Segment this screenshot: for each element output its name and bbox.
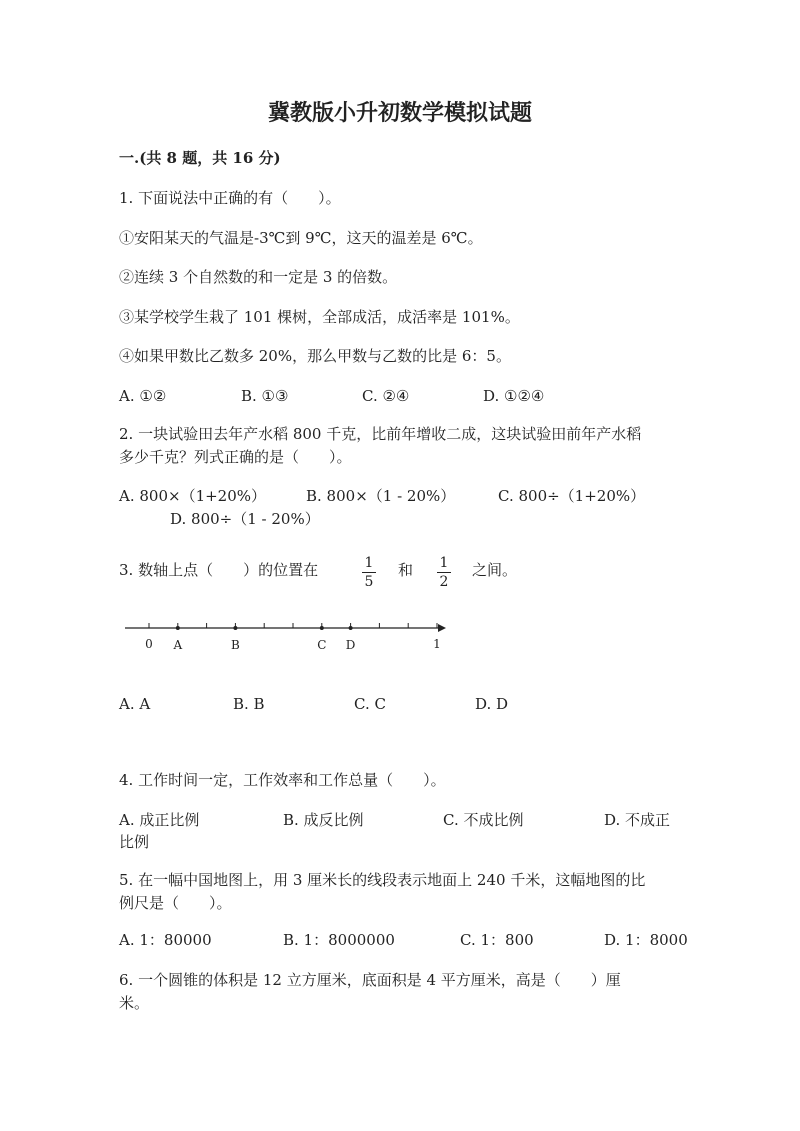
q3-stem-part-2: 之间。 [472,561,518,579]
fraction-denominator: 5 [364,574,374,590]
q1-option-c: C. ②④ [362,387,410,405]
q2-stem-line-1: 2. 一块试验田去年产水稻 800 千克，比前年增收二成，这块试验田前年产水稻 [119,425,642,443]
q1-option-d: D. ①②④ [483,387,545,405]
q1-statement-1: ①安阳某天的气温是-3℃到 9℃，这天的温差是 6℃。 [119,229,483,247]
number-line-arrow-icon [438,624,446,632]
q2-option-d: D. 800÷（1 - 20%） [170,510,320,528]
q1-stem: 1. 下面说法中正确的有（ ）。 [119,189,341,207]
q3-fraction-one-fifth [362,556,376,589]
q3-option-a: A. A [119,695,151,713]
q4-option-b: B. 成反比例 [283,811,364,829]
q4-option-a: A. 成正比例 [119,811,200,829]
q2-option-c: C. 800÷（1+20%） [498,487,646,505]
q2-option-b: B. 800×（1 - 20%） [306,487,456,505]
q2-option-a: A. 800×（1+20%） [119,487,267,505]
q3-stem-part-1: 3. 数轴上点（ ）的位置在 [119,561,319,579]
q6-stem-line-1: 6. 一个圆锥的体积是 12 立方厘米，底面积是 4 平方厘米，高是（ ）厘 [119,971,621,989]
fraction-bar [437,572,451,573]
number-line-point-label-c: C [317,638,327,652]
q1-statement-2: ②连续 3 个自然数的和一定是 3 的倍数。 [119,268,398,286]
number-line-zero-label: 0 [145,637,153,651]
exam-title: 冀教版小升初数学模拟试题 [267,100,532,126]
q4-option-c: C. 不成比例 [443,811,524,829]
fraction-numerator: 1 [439,555,449,571]
q5-option-b: B. 1：8000000 [283,931,395,949]
q4-option-d-wrap: 比例 [119,833,150,851]
number-line-point-a [176,626,180,630]
q1-statement-4: ④如果甲数比乙数多 20%，那么甲数与乙数的比是 6：5。 [119,347,511,365]
q5-option-c: C. 1：800 [460,931,534,949]
q5-option-d: D. 1：8000 [604,931,688,949]
q1-option-b: B. ①③ [241,387,289,405]
q3-option-d: D. D [475,695,509,713]
number-line-points [172,626,355,652]
q4-stem: 4. 工作时间一定，工作效率和工作总量（ ）。 [119,771,446,789]
q2-stem-line-2: 多少千克？列式正确的是（ ）。 [119,448,352,466]
fraction-numerator: 1 [364,555,374,571]
number-line-point-c [320,626,324,630]
number-line-point-d [349,626,353,630]
number-line-point-label-b: B [230,638,240,652]
fraction-bar [362,572,376,573]
number-line-ticks [149,623,437,628]
q3-connector: 和 [398,561,414,579]
q5-option-a: A. 1：80000 [119,931,212,949]
number-line-figure [120,612,450,662]
number-line-one-label: 1 [433,637,441,651]
q3-option-b: B. B [233,695,265,713]
q4-option-d: D. 不成正 [604,811,671,829]
q6-stem-line-2: 米。 [119,994,150,1012]
q5-stem-line-1: 5. 在一幅中国地图上，用 3 厘米长的线段表示地面上 240 千米，这幅地图的比 [119,871,646,889]
q3-fraction-one-half [437,556,451,589]
q1-option-a: A. ①② [119,387,167,405]
number-line-point-label-d: D [345,638,356,652]
number-line-point-label-a: A [173,638,183,652]
q3-option-c: C. C [354,695,386,713]
q1-statement-3: ③某学校学生栽了 101 棵树，全部成活，成活率是 101%。 [119,308,520,326]
section-heading: 一.(共 8 题，共 16 分) [119,149,281,167]
fraction-denominator: 2 [439,574,449,590]
number-line-point-b [233,626,237,630]
q5-stem-line-2: 例尺是（ ）。 [119,894,232,912]
